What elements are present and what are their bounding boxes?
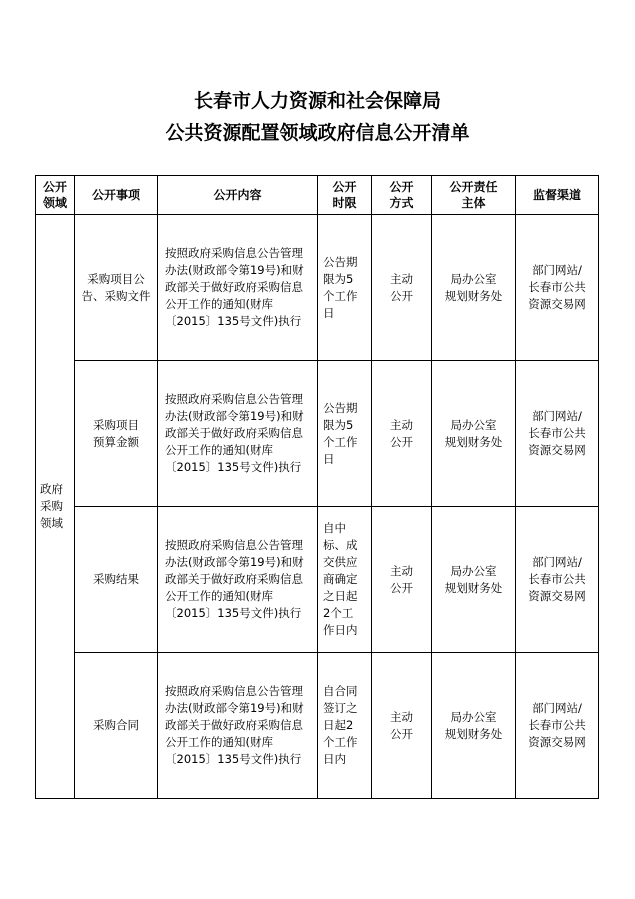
subject-cell: 局办公室 规划财务处 bbox=[432, 653, 516, 799]
document-subtitle: 公共资源配置领域政府信息公开清单 bbox=[165, 122, 470, 144]
domain-cell: 政府 采购 领域 bbox=[36, 215, 75, 799]
document-title: 长春市人力资源和社会保障局 bbox=[193, 90, 441, 112]
table-row bbox=[36, 507, 599, 653]
content-cell: 按照政府采购信息公告管理办法(财政部令第19号)和财政部关于做好政府采购信息公开工作的通知(财库〔2015〕135号文件)执行 bbox=[158, 507, 318, 653]
time-cell: 公告期 限为5 个工作 日 bbox=[318, 215, 372, 361]
time-cell: 公告期 限为5 个工作 日 bbox=[318, 361, 372, 507]
header-time: 公开 时限 bbox=[318, 176, 372, 215]
method-cell: 主动 公开 bbox=[372, 361, 432, 507]
method-cell: 主动 公开 bbox=[372, 507, 432, 653]
content-cell: 按照政府采购信息公告管理办法(财政部令第19号)和财政部关于做好政府采购信息公开工作的通知(财库〔2015〕135号文件)执行 bbox=[158, 653, 318, 799]
header-subject: 公开责任 主体 bbox=[432, 176, 516, 215]
table-row bbox=[36, 653, 599, 799]
table-row bbox=[36, 215, 599, 361]
channel-cell: 部门网站/ 长春市公共 资源交易网 bbox=[516, 507, 599, 653]
item-cell: 采购结果 bbox=[75, 507, 158, 653]
method-cell: 主动 公开 bbox=[372, 653, 432, 799]
channel-cell: 部门网站/ 长春市公共 资源交易网 bbox=[516, 361, 599, 507]
content-cell: 按照政府采购信息公告管理办法(财政部令第19号)和财政部关于做好政府采购信息公开工作的通知(财库〔2015〕135号文件)执行 bbox=[158, 215, 318, 361]
disclosure-table bbox=[35, 175, 599, 799]
subject-cell: 局办公室 规划财务处 bbox=[432, 215, 516, 361]
table-row bbox=[36, 361, 599, 507]
subject-cell: 局办公室 规划财务处 bbox=[432, 361, 516, 507]
item-cell: 采购项目 预算金额 bbox=[75, 361, 158, 507]
time-cell: 自合同 签订之 日起2 个工作 日内 bbox=[318, 653, 372, 799]
header-item: 公开事项 bbox=[75, 176, 158, 215]
channel-cell: 部门网站/ 长春市公共 资源交易网 bbox=[516, 215, 599, 361]
header-channel: 监督渠道 bbox=[516, 176, 599, 215]
header-content: 公开内容 bbox=[158, 176, 318, 215]
subject-cell: 局办公室 规划财务处 bbox=[432, 507, 516, 653]
item-cell: 采购合同 bbox=[75, 653, 158, 799]
channel-cell: 部门网站/ 长春市公共 资源交易网 bbox=[516, 653, 599, 799]
item-cell: 采购项目公 告、采购文件 bbox=[75, 215, 158, 361]
header-method: 公开 方式 bbox=[372, 176, 432, 215]
content-cell: 按照政府采购信息公告管理办法(财政部令第19号)和财政部关于做好政府采购信息公开工作的通知(财库〔2015〕135号文件)执行 bbox=[158, 361, 318, 507]
time-cell: 自中 标、成 交供应 商确定 之日起 2个工 作日内 bbox=[318, 507, 372, 653]
header-domain: 公开 领域 bbox=[36, 176, 75, 215]
method-cell: 主动 公开 bbox=[372, 215, 432, 361]
table-header-row bbox=[36, 176, 599, 215]
